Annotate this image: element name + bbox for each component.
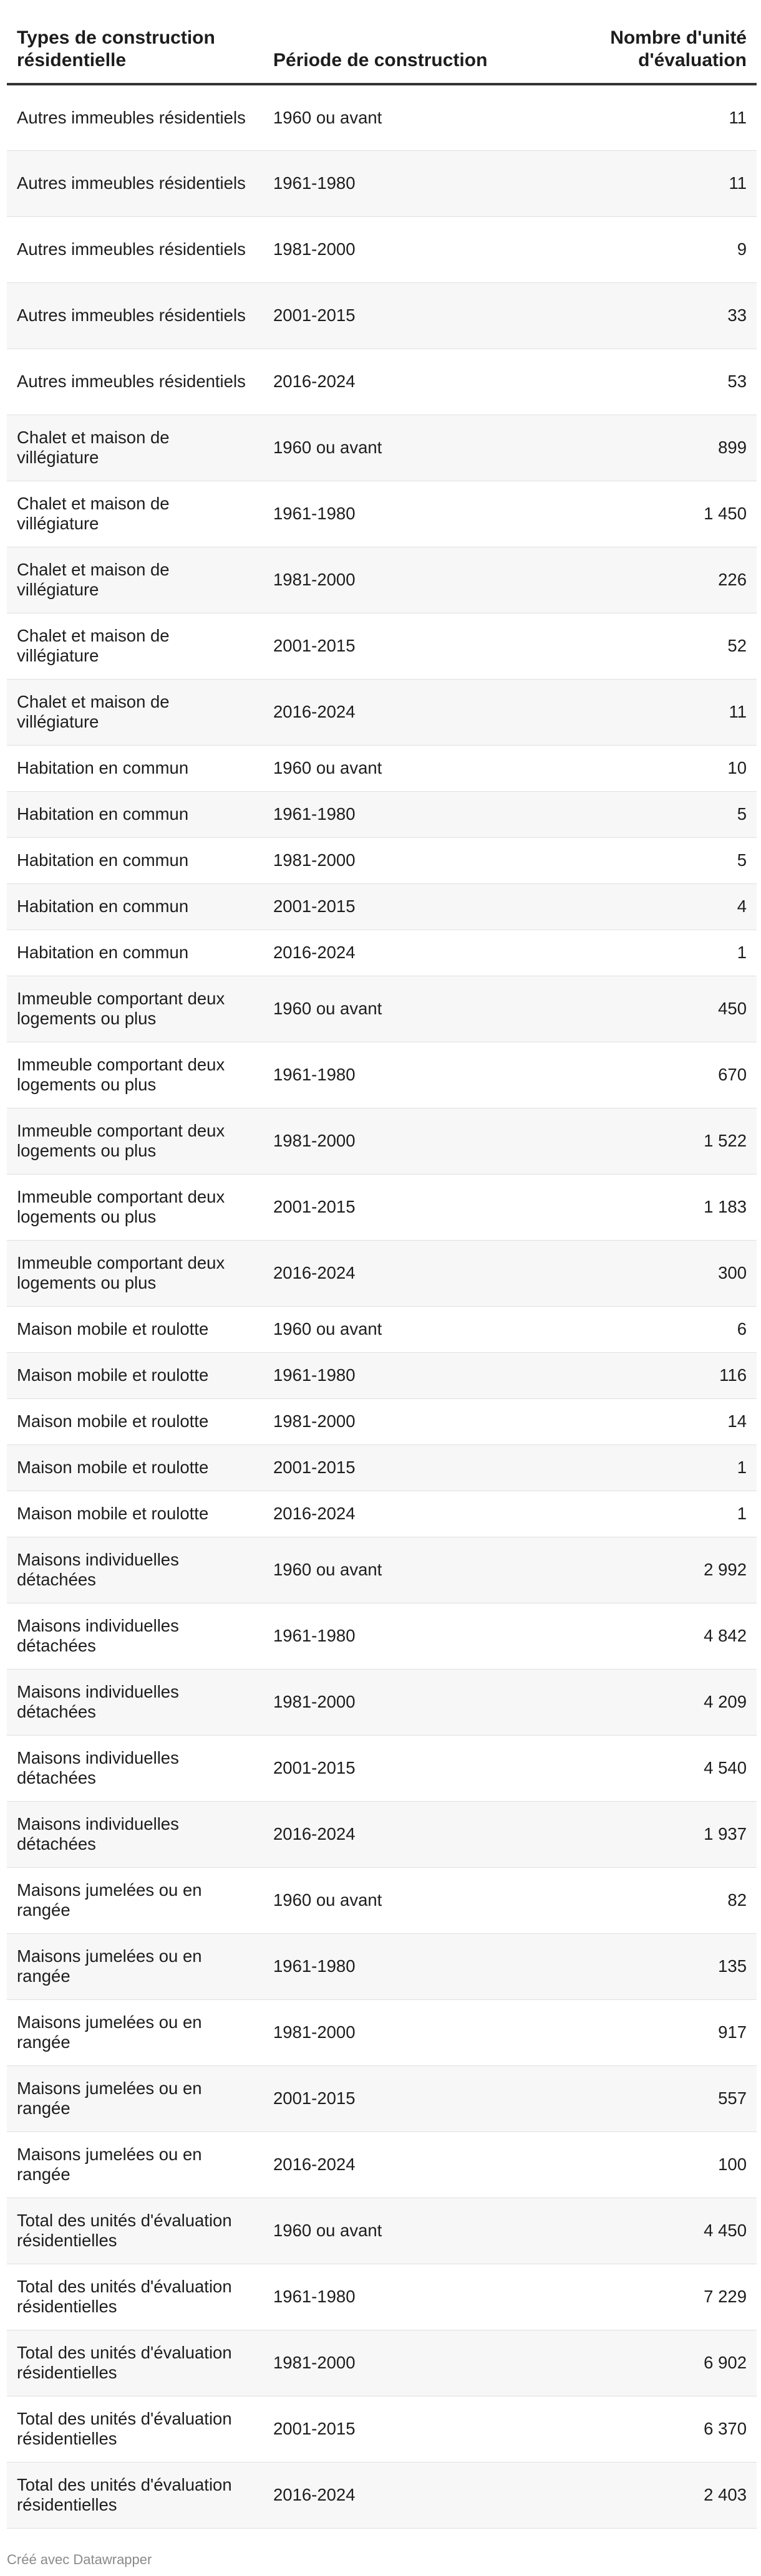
cell-construction-type: Habitation en commun	[7, 791, 263, 837]
cell-construction-type: Maison mobile et roulotte	[7, 1398, 263, 1444]
cell-unit-count: 52	[520, 613, 757, 679]
table-row	[7, 613, 757, 679]
cell-construction-period: 2001-2015	[263, 883, 520, 930]
cell-construction-period: 1981-2000	[263, 1108, 520, 1174]
cell-construction-type: Maisons individuelles détachées	[7, 1801, 263, 1867]
cell-construction-period: 2016-2024	[263, 930, 520, 976]
cell-construction-type: Maison mobile et roulotte	[7, 1444, 263, 1491]
cell-construction-period: 2016-2024	[263, 1240, 520, 1306]
cell-unit-count: 82	[520, 1867, 757, 1933]
cell-construction-type: Chalet et maison de villégiature	[7, 547, 263, 613]
table-row	[7, 745, 757, 791]
cell-construction-period: 1961-1980	[263, 1933, 520, 1999]
cell-unit-count: 1 937	[520, 1801, 757, 1867]
cell-construction-type: Chalet et maison de villégiature	[7, 415, 263, 481]
cell-construction-type: Maisons jumelées ou en rangée	[7, 1933, 263, 1999]
cell-construction-type: Chalet et maison de villégiature	[7, 481, 263, 547]
cell-construction-type: Immeuble comportant deux logements ou plus	[7, 976, 263, 1042]
cell-unit-count: 2 992	[520, 1537, 757, 1603]
cell-unit-count: 14	[520, 1398, 757, 1444]
table-row	[7, 1444, 757, 1491]
cell-construction-type: Immeuble comportant deux logements ou plus	[7, 1108, 263, 1174]
header-row	[7, 0, 757, 84]
cell-unit-count: 1	[520, 1444, 757, 1491]
cell-construction-type: Maison mobile et roulotte	[7, 1491, 263, 1537]
cell-unit-count: 899	[520, 415, 757, 481]
header-construction-period[interactable]: Période de construction	[263, 0, 520, 84]
cell-construction-type: Maisons jumelées ou en rangée	[7, 2065, 263, 2131]
cell-unit-count: 11	[520, 679, 757, 745]
cell-construction-type: Maisons individuelles détachées	[7, 1537, 263, 1603]
cell-construction-period: 2016-2024	[263, 679, 520, 745]
table-row	[7, 2462, 757, 2528]
cell-unit-count: 1	[520, 1491, 757, 1537]
table-row	[7, 1174, 757, 1240]
cell-construction-type: Habitation en commun	[7, 930, 263, 976]
cell-construction-period: 1981-2000	[263, 547, 520, 613]
table-row	[7, 883, 757, 930]
cell-unit-count: 300	[520, 1240, 757, 1306]
cell-construction-type: Maison mobile et roulotte	[7, 1352, 263, 1398]
table-row	[7, 1042, 757, 1108]
cell-construction-period: 1961-1980	[263, 2264, 520, 2330]
table-row	[7, 1352, 757, 1398]
cell-construction-type: Autres immeubles résidentiels	[7, 216, 263, 282]
cell-construction-period: 1961-1980	[263, 481, 520, 547]
table-row	[7, 1867, 757, 1933]
cell-unit-count: 4	[520, 883, 757, 930]
cell-construction-type: Maisons jumelées ou en rangée	[7, 1999, 263, 2065]
cell-unit-count: 4 450	[520, 2198, 757, 2264]
cell-unit-count: 6 902	[520, 2330, 757, 2396]
table-row	[7, 679, 757, 745]
cell-construction-type: Chalet et maison de villégiature	[7, 613, 263, 679]
table-row	[7, 2396, 757, 2462]
cell-construction-period: 1981-2000	[263, 1398, 520, 1444]
cell-construction-period: 1981-2000	[263, 2330, 520, 2396]
cell-unit-count: 1 183	[520, 1174, 757, 1240]
cell-unit-count: 4 209	[520, 1669, 757, 1735]
cell-construction-period: 1960 ou avant	[263, 1867, 520, 1933]
footer-credit: Créé avec Datawrapper	[7, 2552, 152, 2567]
cell-construction-type: Maisons individuelles détachées	[7, 1603, 263, 1669]
cell-unit-count: 6	[520, 1306, 757, 1352]
cell-construction-period: 1960 ou avant	[263, 2198, 520, 2264]
cell-unit-count: 4 540	[520, 1735, 757, 1801]
cell-construction-type: Habitation en commun	[7, 883, 263, 930]
table-row	[7, 1108, 757, 1174]
cell-unit-count: 5	[520, 791, 757, 837]
cell-construction-period: 1961-1980	[263, 1352, 520, 1398]
table-row	[7, 1801, 757, 1867]
cell-unit-count: 226	[520, 547, 757, 613]
table-row	[7, 1735, 757, 1801]
table-row	[7, 1999, 757, 2065]
cell-construction-type: Autres immeubles résidentiels	[7, 348, 263, 415]
table-row	[7, 1398, 757, 1444]
table-row	[7, 2198, 757, 2264]
cell-construction-period: 2001-2015	[263, 282, 520, 348]
cell-unit-count: 6 370	[520, 2396, 757, 2462]
cell-construction-type: Autres immeubles résidentiels	[7, 84, 263, 150]
table-row	[7, 1306, 757, 1352]
cell-construction-period: 1960 ou avant	[263, 1537, 520, 1603]
cell-construction-period: 2001-2015	[263, 2065, 520, 2131]
data-table-container	[7, 0, 757, 2529]
cell-construction-type: Maisons jumelées ou en rangée	[7, 1867, 263, 1933]
cell-construction-type: Habitation en commun	[7, 745, 263, 791]
cell-unit-count: 4 842	[520, 1603, 757, 1669]
cell-unit-count: 9	[520, 216, 757, 282]
cell-construction-period: 1960 ou avant	[263, 415, 520, 481]
cell-unit-count: 116	[520, 1352, 757, 1398]
cell-construction-type: Maisons jumelées ou en rangée	[7, 2131, 263, 2198]
cell-construction-type: Autres immeubles résidentiels	[7, 150, 263, 216]
cell-construction-period: 2016-2024	[263, 2462, 520, 2528]
cell-construction-period: 2001-2015	[263, 1735, 520, 1801]
cell-construction-type: Total des unités d'évaluation résidentielles	[7, 2264, 263, 2330]
header-construction-type[interactable]: Types de construction résidentielle	[7, 0, 263, 84]
cell-construction-period: 2016-2024	[263, 1801, 520, 1867]
cell-unit-count: 11	[520, 150, 757, 216]
table-row	[7, 2330, 757, 2396]
cell-construction-period: 1981-2000	[263, 1999, 520, 2065]
cell-unit-count: 135	[520, 1933, 757, 1999]
table-row	[7, 976, 757, 1042]
cell-construction-type: Total des unités d'évaluation résidentielles	[7, 2198, 263, 2264]
data-table	[7, 0, 757, 2529]
cell-construction-period: 1981-2000	[263, 216, 520, 282]
cell-construction-period: 1960 ou avant	[263, 976, 520, 1042]
table-row	[7, 415, 757, 481]
cell-construction-period: 1960 ou avant	[263, 1306, 520, 1352]
table-row	[7, 84, 757, 150]
cell-construction-type: Total des unités d'évaluation résidentielles	[7, 2396, 263, 2462]
table-row	[7, 1491, 757, 1537]
table-row	[7, 2131, 757, 2198]
table-row	[7, 348, 757, 415]
cell-construction-type: Autres immeubles résidentiels	[7, 282, 263, 348]
cell-construction-period: 1981-2000	[263, 1669, 520, 1735]
table-row	[7, 547, 757, 613]
cell-construction-period: 2001-2015	[263, 2396, 520, 2462]
cell-unit-count: 100	[520, 2131, 757, 2198]
cell-unit-count: 33	[520, 282, 757, 348]
cell-construction-period: 1961-1980	[263, 1603, 520, 1669]
cell-unit-count: 11	[520, 84, 757, 150]
cell-construction-period: 1961-1980	[263, 150, 520, 216]
cell-unit-count: 10	[520, 745, 757, 791]
table-row	[7, 1933, 757, 1999]
cell-unit-count: 5	[520, 837, 757, 883]
cell-construction-period: 2016-2024	[263, 348, 520, 415]
table-row	[7, 837, 757, 883]
table-row	[7, 2264, 757, 2330]
table-row	[7, 791, 757, 837]
cell-construction-type: Immeuble comportant deux logements ou plus	[7, 1042, 263, 1108]
cell-construction-type: Maison mobile et roulotte	[7, 1306, 263, 1352]
table-body	[7, 84, 757, 2528]
cell-construction-period: 2001-2015	[263, 1174, 520, 1240]
table-row	[7, 1669, 757, 1735]
cell-construction-type: Total des unités d'évaluation résidentielles	[7, 2330, 263, 2396]
cell-construction-period: 2016-2024	[263, 1491, 520, 1537]
table-row	[7, 1603, 757, 1669]
cell-unit-count: 670	[520, 1042, 757, 1108]
table-row	[7, 2065, 757, 2131]
cell-unit-count: 917	[520, 1999, 757, 2065]
cell-construction-period: 1981-2000	[263, 837, 520, 883]
table-row	[7, 150, 757, 216]
cell-construction-period: 1960 ou avant	[263, 84, 520, 150]
cell-construction-type: Immeuble comportant deux logements ou plus	[7, 1174, 263, 1240]
cell-construction-period: 2001-2015	[263, 1444, 520, 1491]
cell-unit-count: 1	[520, 930, 757, 976]
cell-unit-count: 53	[520, 348, 757, 415]
cell-unit-count: 450	[520, 976, 757, 1042]
cell-construction-type: Chalet et maison de villégiature	[7, 679, 263, 745]
table-row	[7, 216, 757, 282]
cell-unit-count: 1 450	[520, 481, 757, 547]
cell-construction-period: 1960 ou avant	[263, 745, 520, 791]
cell-construction-period: 2001-2015	[263, 613, 520, 679]
cell-unit-count: 7 229	[520, 2264, 757, 2330]
table-row	[7, 282, 757, 348]
cell-construction-period: 2016-2024	[263, 2131, 520, 2198]
header-unit-count[interactable]: Nombre d'unité d'évaluation	[520, 0, 757, 84]
table-row	[7, 1240, 757, 1306]
table-header	[7, 0, 757, 84]
table-row	[7, 1537, 757, 1603]
table-row	[7, 930, 757, 976]
cell-construction-type: Habitation en commun	[7, 837, 263, 883]
cell-construction-period: 1961-1980	[263, 1042, 520, 1108]
cell-construction-type: Maisons individuelles détachées	[7, 1735, 263, 1801]
cell-construction-type: Immeuble comportant deux logements ou plus	[7, 1240, 263, 1306]
cell-construction-type: Total des unités d'évaluation résidentielles	[7, 2462, 263, 2528]
cell-unit-count: 557	[520, 2065, 757, 2131]
cell-unit-count: 2 403	[520, 2462, 757, 2528]
cell-construction-type: Maisons individuelles détachées	[7, 1669, 263, 1735]
table-row	[7, 481, 757, 547]
cell-unit-count: 1 522	[520, 1108, 757, 1174]
cell-construction-period: 1961-1980	[263, 791, 520, 837]
